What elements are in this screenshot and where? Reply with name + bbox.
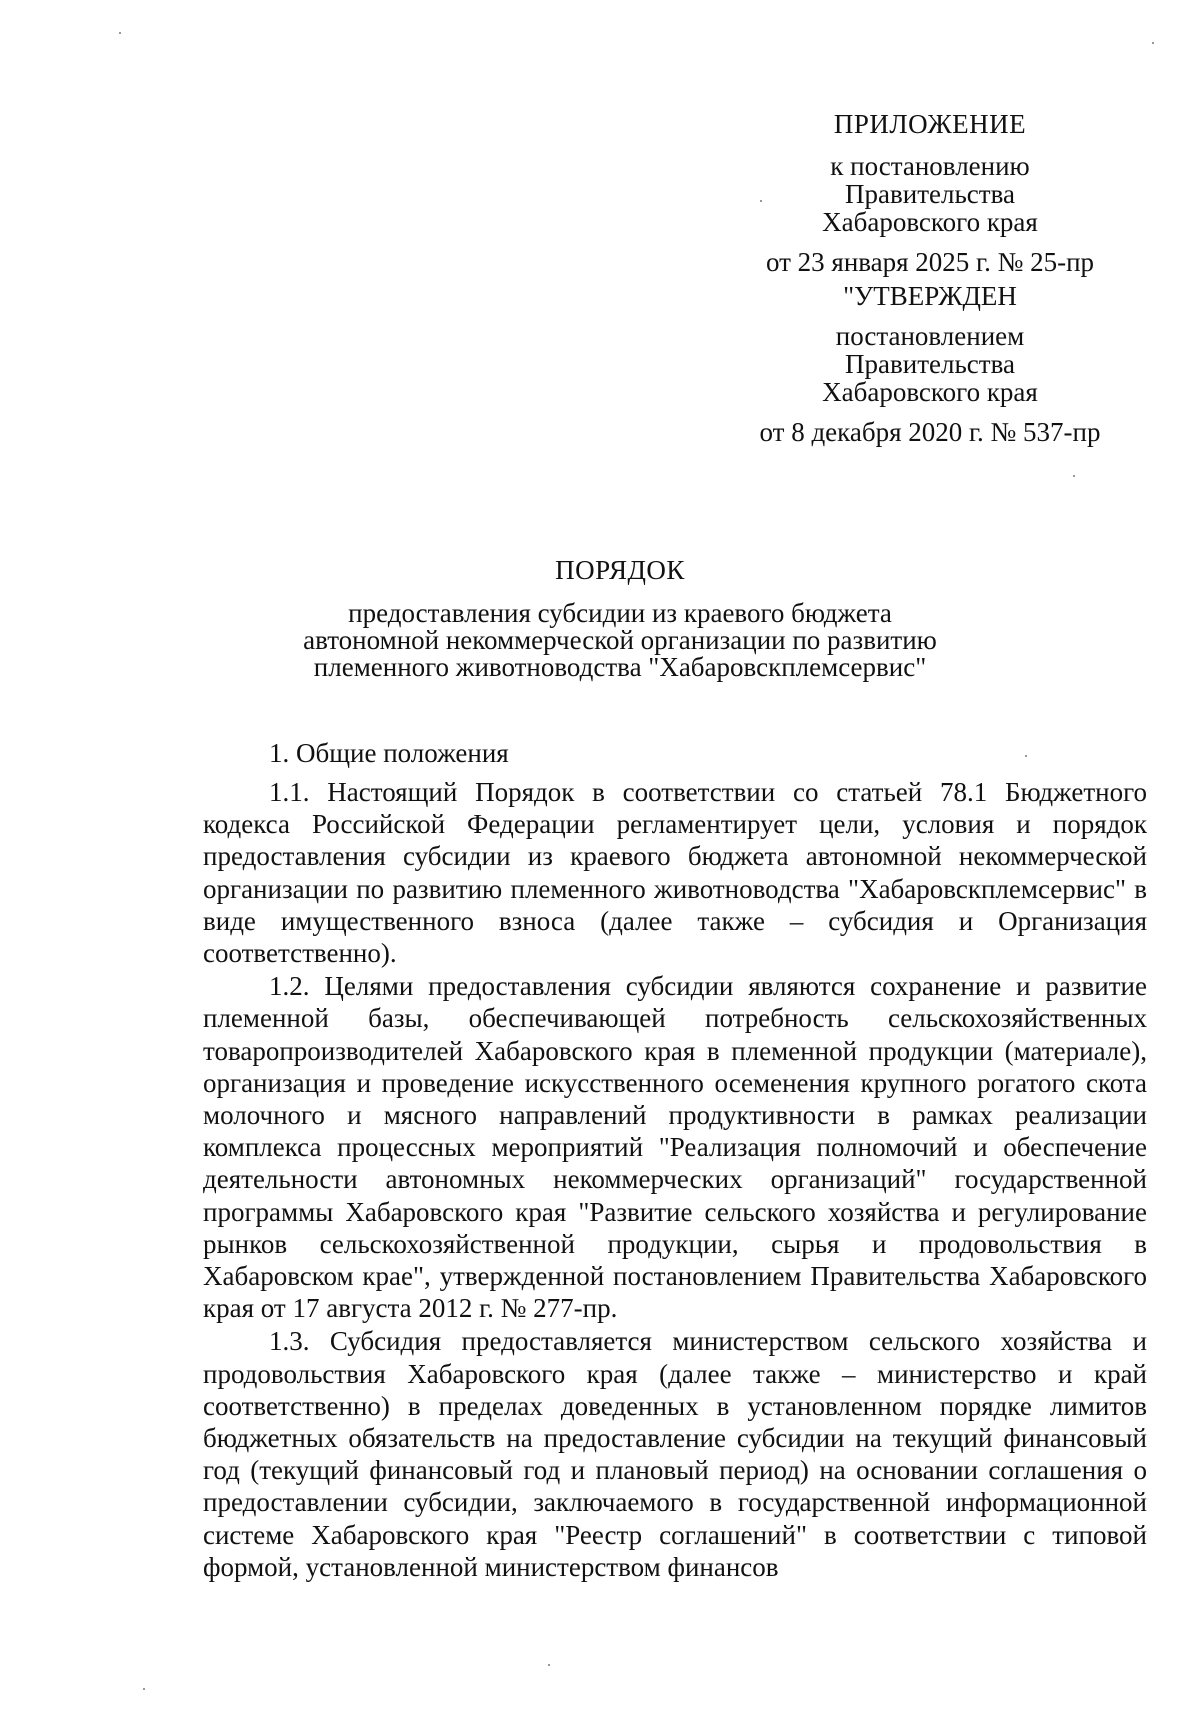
appendix-line: к постановлению — [830, 151, 1030, 181]
scan-speck — [119, 32, 121, 34]
approved-line: Хабаровского края — [822, 377, 1038, 407]
scan-speck — [1073, 475, 1075, 477]
approved-date: от 8 декабря 2020 г. № 537-пр — [759, 417, 1101, 447]
scan-speck — [760, 200, 762, 202]
scan-speck — [1152, 42, 1154, 44]
appendix-line: Хабаровского края — [822, 207, 1038, 237]
approved-title: "УТВЕРЖДЕН — [843, 281, 1017, 311]
appendix-date: от 23 января 2025 г. № 25-пр — [765, 247, 1095, 277]
document-subtitle — [250, 600, 990, 681]
scan-speck — [548, 1664, 550, 1666]
appendix-block — [740, 110, 1120, 276]
subtitle-line: предоставления субсидии из краевого бюджета — [348, 598, 892, 628]
appendix-title: ПРИЛОЖЕНИЕ — [833, 109, 1027, 139]
section-body — [203, 776, 1147, 1584]
subtitle-line: автономной некоммерческой организации по развитию — [303, 625, 937, 655]
scan-speck — [143, 1688, 145, 1690]
paragraph: 1.3. Субсидия предоставляется министерством сельского хозяйства и продовольствия Хабаровского края (далее также – министерство и край соответственно) в пределах доведенных в установленном порядке лимитов бюджетных обязательств на предоставление субсидии на текущий финансовый год (текущий финансовый год и плановый период) на основании соглашения о предоставлении субсидии, заключаемого в государственной информационной системе Хабаровского края "Реестр соглашений" в соответствии с типовой формой, установленной министерством финансов — [203, 1326, 1147, 1582]
paragraph: 1.1. Настоящий Порядок в соответствии со статьей 78.1 Бюджетного кодекса Российской Федерации регламентирует цели, условия и порядок предоставления субсидии из краевого бюджета автономной некоммерческой организации по развитию племенного животноводства "Хабаровскплемсервис" в виде имущественного взноса (далее также – субсидия и Организация соответственно). — [203, 777, 1147, 969]
appendix-line: Правительства — [845, 179, 1015, 209]
document-title: ПОРЯДОК — [555, 555, 685, 585]
approved-block — [740, 282, 1120, 446]
section-heading: 1. Общие положения — [269, 738, 509, 768]
approved-line: постановлением — [835, 321, 1025, 351]
scan-speck — [1025, 755, 1027, 757]
paragraph: 1.2. Целями предоставления субсидии являются сохранение и развитие племенной базы, обеспечивающей потребность сельскохозяйственных товаропроизводителей Хабаровского края в племенной продукции (материале), организация и проведение искусственного осеменения крупного рогатого скота молочного и мясного направлений продуктивности в рамках реализации комплекса процессных мероприятий "Реализация полномочий и обеспечение деятельности автономных некоммерческих организаций" государственной программы Хабаровского края "Развитие сельского хозяйства и регулирование рынков сельскохозяйственной продукции, сырья и продовольствия в Хабаровском крае", утвержденной постановлением Правительства Хабаровского края от 17 августа 2012 г. № 277-пр. — [203, 971, 1147, 1324]
subtitle-line: племенного животноводства "Хабаровскплемсервис" — [313, 652, 927, 682]
approved-line: Правительства — [845, 349, 1015, 379]
